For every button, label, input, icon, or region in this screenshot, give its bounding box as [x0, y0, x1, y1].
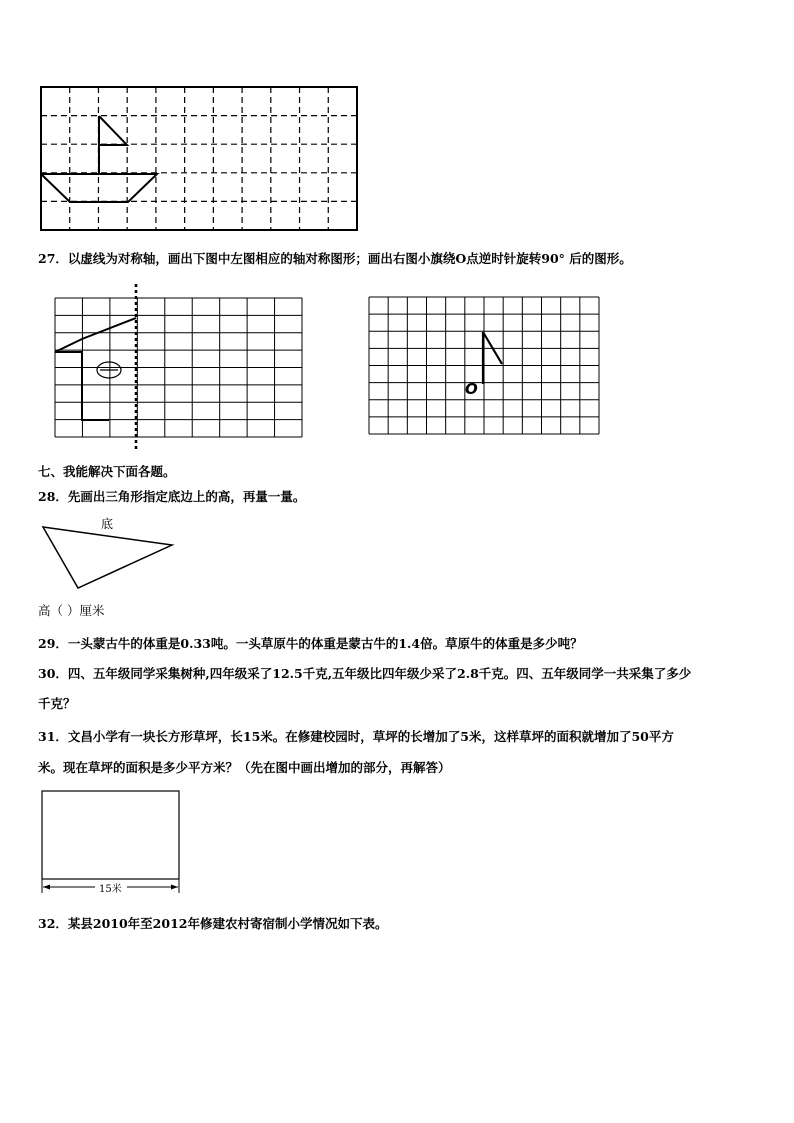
dimension-label: 15米 [99, 884, 122, 895]
question-31-line-1: 31．文昌小学有一块长方形草坪，长15米。在修建校园时，草坪的长增加了5米，这样草坪的面积就增加了50平方 [38, 729, 674, 744]
question-32: 32．某县2010年至2012年修建农村寄宿制小学情况如下表。 [38, 916, 388, 931]
question-29: 29．一头蒙古牛的体重是0.33吨。一头草原牛的体重是蒙古牛的1.4倍。草原牛的体重是多少吨？ [38, 636, 583, 651]
question-28: 28．先画出三角形指定底边上的高，再量一量。 [38, 489, 306, 504]
question-30-line-2: 千克？ [38, 696, 76, 711]
section-7-heading: 七、我能解决下面各题。 [38, 464, 176, 479]
question-27: 27．以虚线为对称轴，画出下图中左图相应的轴对称图形；画出右图小旗绕O点逆时针旋转90° 后的图形。 [38, 251, 632, 266]
question-30-line-1: 30．四、五年级同学采集树种,四年级采了12.5千克,五年级比四年级少采了2.8千克。四、五年级同学一共采集了多少 [38, 666, 692, 681]
base-label: 底 [101, 517, 114, 531]
height-answer-line: 高（ ）厘米 [38, 603, 105, 618]
point-o-label: O [465, 380, 478, 398]
question-31-line-2: 米。现在草坪的面积是多少平方米？（先在图中画出增加的部分，再解答） [38, 760, 451, 775]
